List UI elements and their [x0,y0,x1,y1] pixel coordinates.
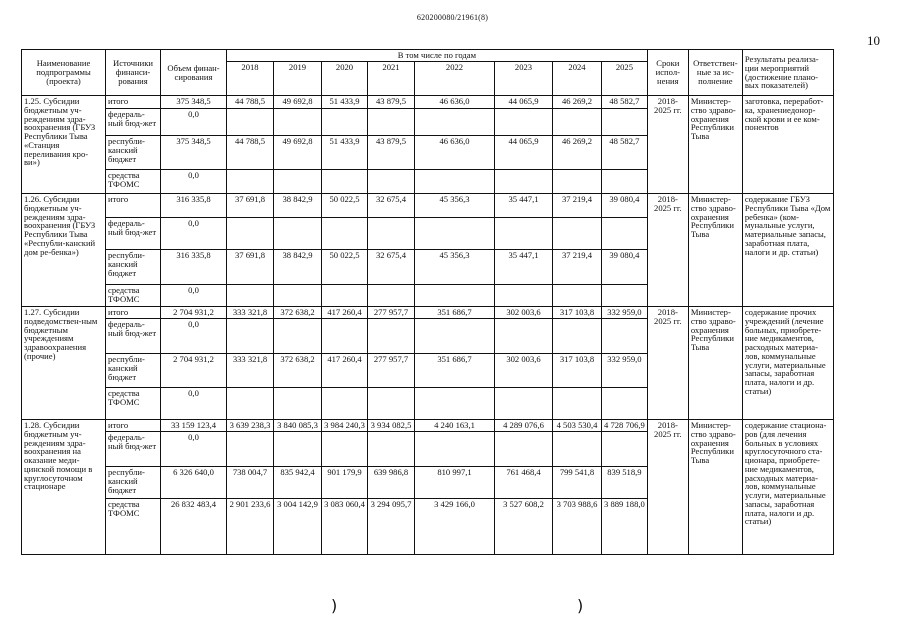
year-value-cell [553,109,602,136]
year-value-cell [415,388,495,420]
funding-source: федераль-ный бюд-жет [106,109,161,136]
funding-source: республи-канский бюджет [106,354,161,388]
year-value-cell: 46 636,0 [415,96,495,109]
volume-cell: 0,0 [161,170,227,194]
volume-cell: 316 335,8 [161,250,227,285]
year-value-cell [602,432,648,467]
year-value-cell [274,170,322,194]
year-value-cell: 38 842,9 [274,250,322,285]
year-value-cell: 3 889 188,0 [602,499,648,555]
table-row [22,420,834,432]
year-value-cell: 302 003,6 [495,307,553,319]
volume-cell: 375 348,5 [161,136,227,170]
year-value-cell: 761 468,4 [495,467,553,499]
year-value-cell [322,388,368,420]
year-value-cell [368,285,415,307]
year-value-cell [368,319,415,354]
volume-cell: 375 348,5 [161,96,227,109]
funding-source: федераль-ный бюд-жет [106,432,161,467]
year-value-cell: 37 219,4 [553,194,602,218]
year-value-cell [553,170,602,194]
year-value-cell [495,218,553,250]
funding-source: республи-канский бюджет [106,250,161,285]
header-year: 2025 [602,62,648,96]
year-value-cell [415,432,495,467]
year-value-cell [274,109,322,136]
year-value-cell: 32 675,4 [368,250,415,285]
year-value-cell [602,170,648,194]
funding-source: средства ТФОМС [106,388,161,420]
year-value-cell: 51 433,9 [322,136,368,170]
year-value-cell [553,319,602,354]
header-year: 2022 [415,62,495,96]
year-value-cell: 810 997,1 [415,467,495,499]
year-value-cell [553,285,602,307]
year-value-cell: 3 984 240,3 [322,420,368,432]
year-value-cell: 3 294 095,7 [368,499,415,555]
year-value-cell: 49 692,8 [274,96,322,109]
year-value-cell [415,109,495,136]
program-table [21,49,834,555]
year-value-cell [415,170,495,194]
year-value-cell: 46 636,0 [415,136,495,170]
year-value-cell: 3 527 608,2 [495,499,553,555]
result-cell: заготовка, переработ-ка, хранениедонор-ской крови и ее ком-понентов [742,96,833,194]
year-value-cell: 317 103,8 [553,354,602,388]
subprogram-name: 1.26. Субсидии бюджетным уч-реждениям здра-воохранения (ГБУЗ Республики Тыва «Республи-канский дом ре-бенка») [22,194,106,307]
year-value-cell [227,388,274,420]
responsible-cell: Министер-ство здраво-охранения Республики Тыва [688,420,742,555]
year-value-cell: 3 083 060,4 [322,499,368,555]
year-value-cell: 901 179,9 [322,467,368,499]
volume-cell: 0,0 [161,109,227,136]
year-value-cell [495,432,553,467]
year-value-cell [274,432,322,467]
year-value-cell: 351 686,7 [415,307,495,319]
subprogram-name: 1.28. Субсидии бюджетным уч-реждениям здра-воохранения на оказание меди-цинской помощи в круглосуточном стационаре [22,420,106,555]
year-value-cell: 738 004,7 [227,467,274,499]
year-value-cell [602,388,648,420]
volume-cell: 2 704 931,2 [161,354,227,388]
year-value-cell [602,285,648,307]
table-row [22,194,834,218]
year-value-cell [368,170,415,194]
year-value-cell: 46 269,2 [553,96,602,109]
year-value-cell: 44 065,9 [495,136,553,170]
year-value-cell [227,218,274,250]
year-value-cell [274,319,322,354]
year-value-cell [368,388,415,420]
year-value-cell: 3 703 988,6 [553,499,602,555]
year-value-cell: 372 638,2 [274,354,322,388]
year-value-cell: 38 842,9 [274,194,322,218]
year-value-cell: 277 957,7 [368,307,415,319]
subprogram-name: 1.27. Субсидии подведомствен-ным бюджетным учреждениям здравоохранения (прочие) [22,307,106,420]
year-value-cell: 39 080,4 [602,250,648,285]
header-responsible: Ответствен-ные за ис-полнение [688,50,742,96]
header-year: 2023 [495,62,553,96]
funding-source: итого [106,96,161,109]
year-value-cell [495,170,553,194]
deadline-cell: 2018-2025 гг. [647,194,688,307]
result-cell: содержание ГБУЗ Республики Тыва «Дом ребенка» (ком-мунальные услуги, материальные запасы, заработная плата, налоги и др. статьи) [742,194,833,307]
responsible-cell: Министер-ство здраво-охранения Республики Тыва [688,307,742,420]
year-value-cell [274,388,322,420]
year-value-cell: 37 691,8 [227,250,274,285]
year-value-cell: 372 638,2 [274,307,322,319]
year-value-cell [495,285,553,307]
page-number: 10 [867,33,880,48]
year-value-cell [322,285,368,307]
year-value-cell: 48 582,7 [602,136,648,170]
volume-cell: 0,0 [161,218,227,250]
year-value-cell [553,388,602,420]
year-value-cell [602,319,648,354]
year-value-cell: 317 103,8 [553,307,602,319]
result-cell: содержание стациона-ров (для лечения больных в условиях круглосуточного ста-ционара, приобрете-ние медикаментов, расходных материа-лов, коммунальные услуги, материальные запасы, заработная плата, налоги и др. статьи) [742,420,833,555]
year-value-cell: 3 934 082,5 [368,420,415,432]
volume-cell: 33 159 123,4 [161,420,227,432]
funding-source: итого [106,194,161,218]
funding-source: средства ТФОМС [106,170,161,194]
funding-source: республи-канский бюджет [106,467,161,499]
header-name: Наименование подпрограммы (проекта) [22,50,106,96]
year-value-cell: 639 986,8 [368,467,415,499]
year-value-cell: 4 240 163,1 [415,420,495,432]
year-value-cell: 302 003,6 [495,354,553,388]
year-value-cell [495,388,553,420]
year-value-cell: 45 356,3 [415,250,495,285]
year-value-cell [415,319,495,354]
funding-source: итого [106,420,161,432]
year-value-cell: 39 080,4 [602,194,648,218]
year-value-cell [415,218,495,250]
volume-cell: 0,0 [161,319,227,354]
volume-cell: 0,0 [161,285,227,307]
margin-mark: ) [577,596,584,615]
year-value-cell: 2 901 233,6 [227,499,274,555]
year-value-cell: 839 518,9 [602,467,648,499]
year-value-cell: 417 260,4 [322,354,368,388]
header-deadlines: Сроки испол-нения [647,50,688,96]
volume-cell: 0,0 [161,432,227,467]
year-value-cell: 4 289 076,6 [495,420,553,432]
year-value-cell [415,285,495,307]
table-row [22,96,834,109]
year-value-cell: 835 942,4 [274,467,322,499]
deadline-cell: 2018-2025 гг. [647,420,688,555]
year-value-cell: 44 788,5 [227,96,274,109]
year-value-cell: 37 219,4 [553,250,602,285]
year-value-cell: 44 065,9 [495,96,553,109]
volume-cell: 6 326 640,0 [161,467,227,499]
year-value-cell [322,218,368,250]
year-value-cell [602,218,648,250]
year-value-cell: 49 692,8 [274,136,322,170]
year-value-cell: 3 429 166,0 [415,499,495,555]
year-value-cell: 51 433,9 [322,96,368,109]
year-value-cell [553,218,602,250]
result-cell: содержание прочих учреждений (лечение больных, приобрете-ние медикаментов, расходных материа-лов, коммунальные услуги, материальные запасы, заработная плата, налоги и др. статьи) [742,307,833,420]
header-year: 2018 [227,62,274,96]
year-value-cell [227,170,274,194]
volume-cell: 2 704 931,2 [161,307,227,319]
year-value-cell [495,109,553,136]
header-results: Результаты реализа-ции мероприятий (достижение плано-вых показателей) [742,50,833,96]
margin-mark: ) [331,596,338,615]
year-value-cell: 32 675,4 [368,194,415,218]
year-value-cell [553,432,602,467]
year-value-cell: 351 686,7 [415,354,495,388]
year-value-cell: 35 447,1 [495,250,553,285]
header-year: 2019 [274,62,322,96]
year-value-cell: 48 582,7 [602,96,648,109]
year-value-cell: 50 022,5 [322,250,368,285]
year-value-cell [227,432,274,467]
year-value-cell: 332 959,0 [602,307,648,319]
funding-source: средства ТФОМС [106,499,161,555]
year-value-cell: 4 503 530,4 [553,420,602,432]
funding-source: республи-канский бюджет [106,136,161,170]
year-value-cell: 37 691,8 [227,194,274,218]
year-value-cell [322,432,368,467]
year-value-cell [368,218,415,250]
year-value-cell: 43 879,5 [368,136,415,170]
year-value-cell [227,319,274,354]
year-value-cell: 277 957,7 [368,354,415,388]
funding-source: федераль-ный бюд-жет [106,319,161,354]
document-id: 620200080/21961(8) [416,13,489,22]
subprogram-name: 1.25. Субсидии бюджетным уч-реждениям здра-воохранения (ГБУЗ Республики Тыва «Станция переливания кро-ви») [22,96,106,194]
year-value-cell [274,218,322,250]
deadline-cell: 2018-2025 гг. [647,307,688,420]
year-value-cell: 44 788,5 [227,136,274,170]
volume-cell: 0,0 [161,388,227,420]
year-value-cell: 43 879,5 [368,96,415,109]
year-value-cell: 799 541,8 [553,467,602,499]
year-value-cell: 50 022,5 [322,194,368,218]
header-volume: Объем финан-сирования [161,50,227,96]
header-year: 2020 [322,62,368,96]
year-value-cell [322,170,368,194]
funding-source: итого [106,307,161,319]
year-value-cell: 3 639 238,3 [227,420,274,432]
year-value-cell [495,319,553,354]
year-value-cell: 417 260,4 [322,307,368,319]
year-value-cell: 333 321,8 [227,354,274,388]
volume-cell: 316 335,8 [161,194,227,218]
year-value-cell: 4 728 706,9 [602,420,648,432]
year-value-cell: 3 840 085,3 [274,420,322,432]
year-value-cell: 45 356,3 [415,194,495,218]
deadline-cell: 2018-2025 гг. [647,96,688,194]
header-sources: Источники финанси-рования [106,50,161,96]
year-value-cell [368,432,415,467]
responsible-cell: Министер-ство здраво-охранения Республики Тыва [688,96,742,194]
table-row [22,307,834,319]
responsible-cell: Министер-ство здраво-охранения Республики Тыва [688,194,742,307]
header-year: 2021 [368,62,415,96]
year-value-cell: 332 959,0 [602,354,648,388]
volume-cell: 26 832 483,4 [161,499,227,555]
funding-source: федераль-ный бюд-жет [106,218,161,250]
year-value-cell: 3 004 142,9 [274,499,322,555]
header-by-years: В том числе по годам [227,50,648,62]
year-value-cell: 35 447,1 [495,194,553,218]
funding-source: средства ТФОМС [106,285,161,307]
header-year: 2024 [553,62,602,96]
year-value-cell [322,109,368,136]
year-value-cell [368,109,415,136]
year-value-cell [227,285,274,307]
year-value-cell [602,109,648,136]
year-value-cell [227,109,274,136]
year-value-cell [322,319,368,354]
year-value-cell [274,285,322,307]
year-value-cell: 333 321,8 [227,307,274,319]
year-value-cell: 46 269,2 [553,136,602,170]
